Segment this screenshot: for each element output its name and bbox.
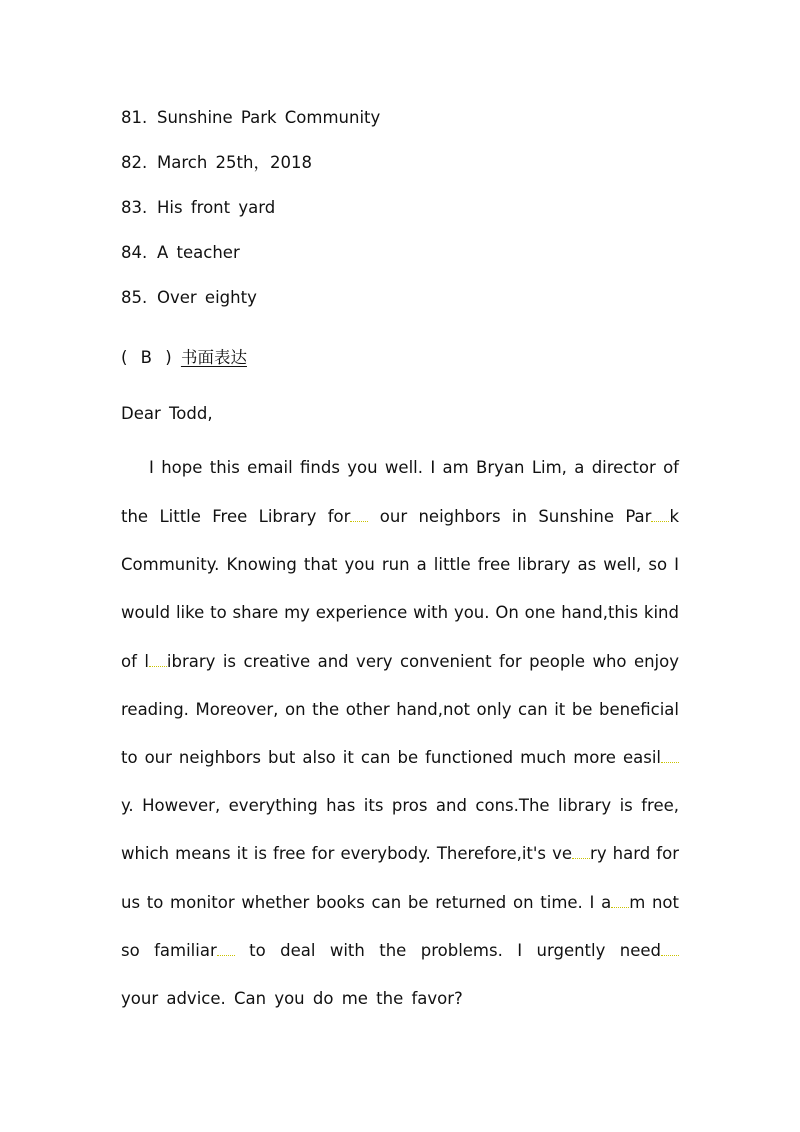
highlight-mark bbox=[149, 665, 167, 667]
answer-81 bbox=[121, 108, 380, 128]
letter-line: so familiar to deal with the problems. I urgently need bbox=[121, 941, 679, 961]
answer-83 bbox=[121, 198, 275, 218]
answer-text: March 25th，2018 bbox=[157, 153, 312, 172]
answer-85 bbox=[121, 288, 257, 308]
answer-number: 85. bbox=[121, 288, 148, 307]
highlight-mark bbox=[350, 520, 368, 522]
section-title: 书面表达 bbox=[180, 348, 247, 367]
letter-line: your advice. Can you do me the favor? bbox=[121, 989, 463, 1008]
highlight-mark bbox=[661, 954, 679, 956]
letter-line: of l ibrary is creative and very convenient for people who enjoy bbox=[121, 652, 680, 671]
letter-line: the Little Free Library for our neighbors in Sunshine Par k bbox=[121, 507, 679, 526]
letter-line: y. However, everything has its pros and cons.The library is free, bbox=[121, 796, 679, 815]
answer-text: A teacher bbox=[157, 243, 240, 262]
answer-82 bbox=[121, 153, 312, 173]
highlight-mark bbox=[611, 906, 629, 908]
highlight-mark bbox=[651, 520, 669, 522]
answer-text: Sunshine Park Community bbox=[157, 108, 381, 127]
letter-salutation: Dear Todd, bbox=[121, 404, 213, 423]
answer-number: 83. bbox=[121, 198, 148, 217]
answer-number: 82. bbox=[121, 153, 148, 172]
letter-line: reading. Moreover, on the other hand,not only can it be beneficial bbox=[121, 700, 679, 719]
highlight-mark bbox=[572, 857, 590, 859]
answer-number: 81. bbox=[121, 108, 148, 127]
letter-line: would like to share my experience with you. On one hand,this kind bbox=[121, 603, 679, 622]
answer-84 bbox=[121, 243, 240, 263]
letter-line: us to monitor whether books can be returned on time. I a m not bbox=[121, 893, 679, 912]
highlight-mark bbox=[217, 954, 235, 956]
letter-line: I hope this email finds you well. I am Bryan Lim, a director of bbox=[149, 458, 679, 477]
letter-line: which means it is free for everybody. Therefore,it's ve ry hard for bbox=[121, 844, 679, 863]
section-label: ( B ) bbox=[121, 348, 176, 367]
letter-line: Community. Knowing that you run a little free library as well, so I bbox=[121, 555, 679, 574]
answer-number: 84. bbox=[121, 243, 148, 262]
answer-text: His front yard bbox=[157, 198, 276, 217]
highlight-mark bbox=[661, 761, 679, 763]
section-heading bbox=[121, 347, 247, 369]
answer-text: Over eighty bbox=[157, 288, 257, 307]
letter-line: to our neighbors but also it can be functioned much more easil bbox=[121, 748, 679, 768]
